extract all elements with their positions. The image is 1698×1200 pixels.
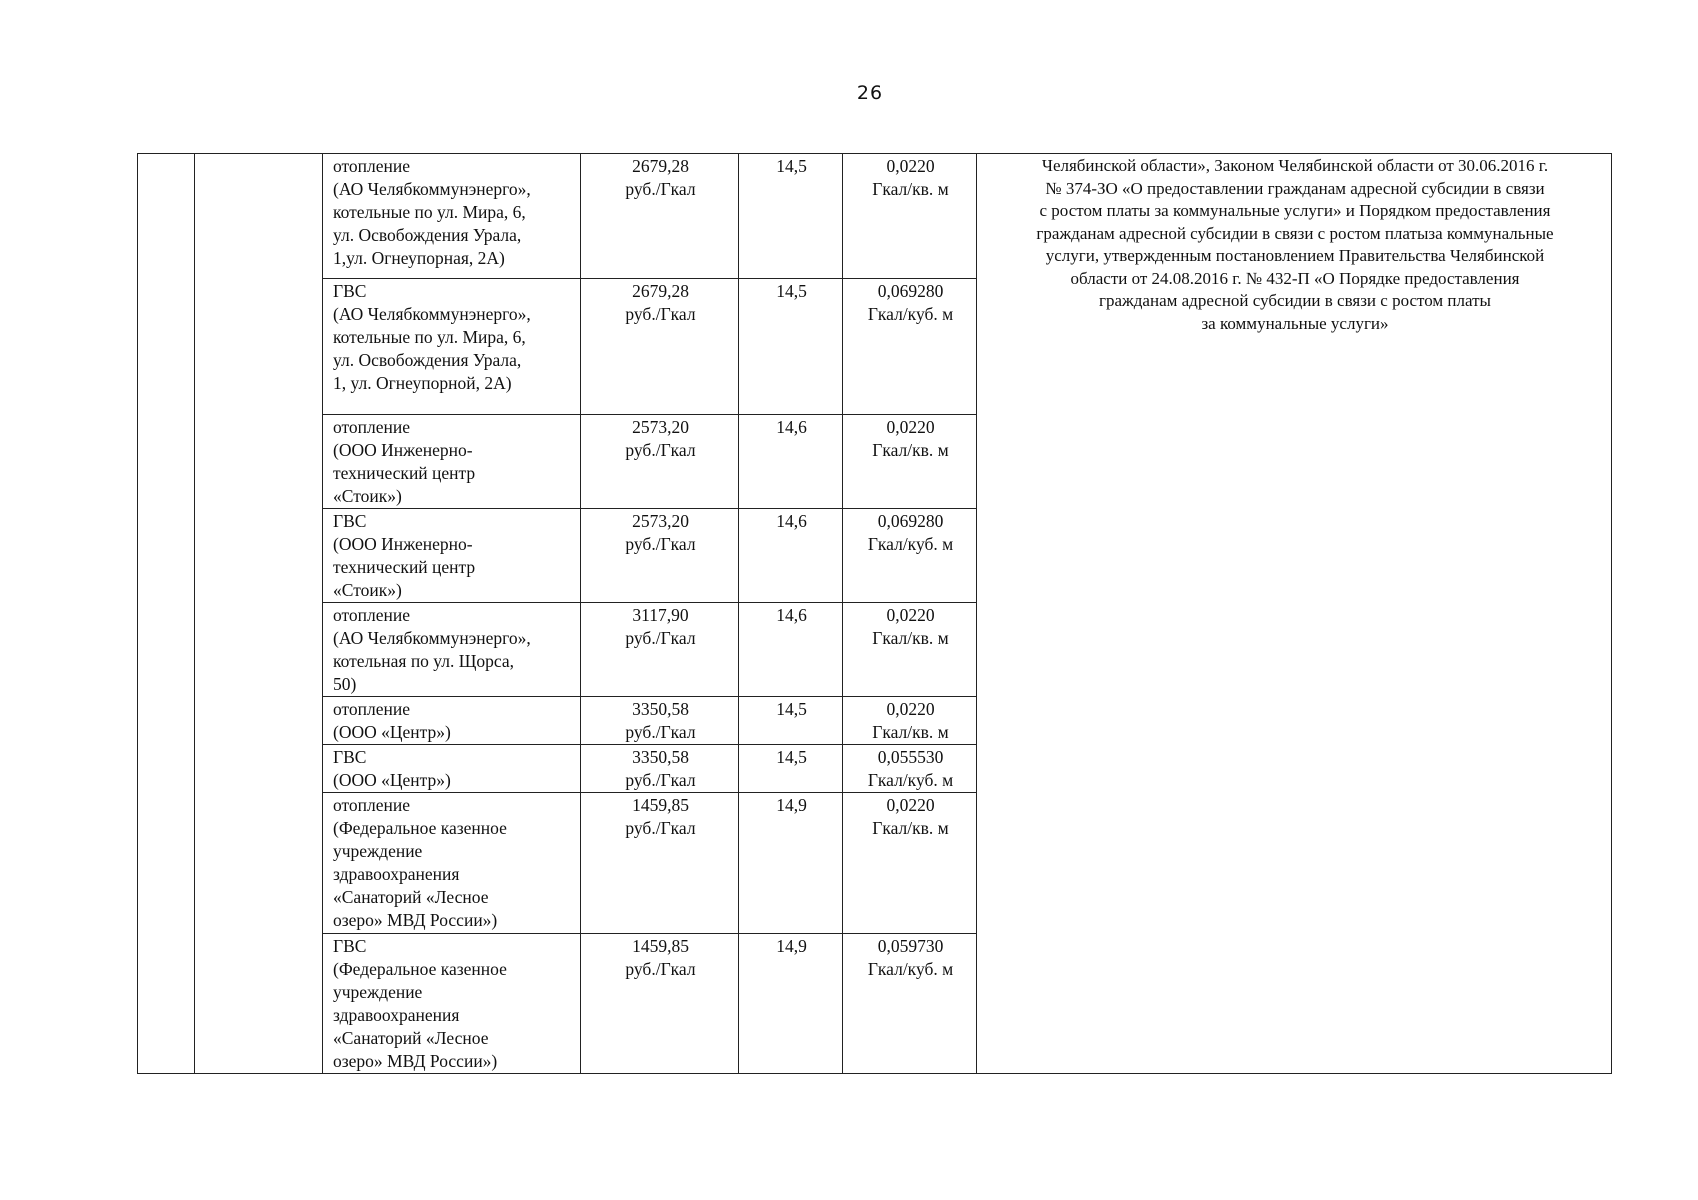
norm-cell (843, 934, 977, 1074)
legal-text-line: области от 24.08.2016 г. № 432-П «О Порядке предоставления (1070, 268, 1520, 288)
service-line: технический центр (333, 557, 476, 577)
service-line: 50) (333, 674, 357, 694)
service-line: озеро» МВД России») (333, 1051, 498, 1071)
norm-line: 0,0220 (886, 156, 935, 176)
norm-line: 0,069280 (877, 281, 944, 301)
category-cell (195, 154, 323, 1074)
tariff-line: 2573,20 (632, 511, 689, 531)
service-line: «Санаторий «Лесное (333, 887, 489, 907)
norm-line: Гкал/кв. м (872, 179, 949, 199)
service-line: учреждение (333, 982, 423, 1002)
tariff-line: 1459,85 (632, 795, 689, 815)
service-line: ГВС (333, 511, 367, 531)
norm-line: 0,0220 (886, 605, 935, 625)
norm-line: 0,0220 (886, 795, 935, 815)
service-line: отопление (333, 156, 411, 176)
tariff-line: 2679,28 (632, 281, 689, 301)
service-line: (ООО «Центр») (333, 770, 451, 790)
percent-cell (739, 697, 843, 745)
service-cell (323, 697, 581, 745)
norm-cell (843, 154, 977, 279)
service-cell (323, 154, 581, 279)
legal-text-line: № 374-ЗО «О предоставлении гражданам адресной субсидии в связи (1045, 178, 1545, 198)
tariff-cell (581, 154, 739, 279)
service-line: (ООО Инженерно- (333, 534, 473, 554)
tariff-table (137, 153, 1612, 1074)
service-line: отопление (333, 699, 411, 719)
tariff-line: 2573,20 (632, 417, 689, 437)
percent-cell (739, 745, 843, 793)
percent-cell (739, 154, 843, 279)
norm-line: Гкал/кв. м (872, 628, 949, 648)
norm-cell (843, 793, 977, 934)
percent-cell (739, 793, 843, 934)
tariff-cell (581, 745, 739, 793)
norm-cell (843, 697, 977, 745)
service-line: (Федеральное казенное (333, 959, 507, 979)
service-line: «Стоик») (333, 486, 402, 506)
service-line: котельные по ул. Мира, 6, (333, 202, 526, 222)
service-cell (323, 934, 581, 1074)
service-line: «Стоик») (333, 580, 402, 600)
index-cell (138, 154, 195, 1074)
tariff-line: руб./Гкал (625, 628, 696, 648)
percent-value: 14,6 (776, 417, 807, 437)
percent-value: 14,9 (776, 936, 807, 956)
tariff-cell (581, 697, 739, 745)
service-cell (323, 603, 581, 697)
table-row (138, 154, 1612, 279)
norm-line: Гкал/кв. м (872, 440, 949, 460)
service-line: ГВС (333, 747, 367, 767)
service-cell (323, 415, 581, 509)
percent-cell (739, 934, 843, 1074)
tariff-cell (581, 793, 739, 934)
percent-cell (739, 603, 843, 697)
service-line: 1,ул. Огнеупорная, 2А) (333, 248, 505, 268)
tariff-line: руб./Гкал (625, 959, 696, 979)
legal-basis-cell (977, 154, 1612, 1074)
norm-line: Гкал/куб. м (867, 534, 954, 554)
service-line: 1, ул. Огнеупорной, 2А) (333, 373, 512, 393)
norm-line: Гкал/куб. м (867, 959, 954, 979)
service-line: (ООО «Центр») (333, 722, 451, 742)
norm-line: 0,069280 (877, 511, 944, 531)
page-number: 26 (856, 82, 884, 104)
service-cell (323, 793, 581, 934)
tariff-line: 3117,90 (632, 605, 689, 625)
service-line: технический центр (333, 463, 476, 483)
norm-line: 0,0220 (886, 417, 935, 437)
service-line: (АО Челябкоммунэнерго», (333, 304, 531, 324)
tariff-line: 3350,58 (632, 747, 689, 767)
tariff-line: 2679,28 (632, 156, 689, 176)
service-line: (Федеральное казенное (333, 818, 507, 838)
norm-line: Гкал/кв. м (872, 722, 949, 742)
norm-line: Гкал/куб. м (867, 770, 954, 790)
service-line: (АО Челябкоммунэнерго», (333, 179, 531, 199)
legal-text-line: гражданам адресной субсидии в связи с ростом платы (1099, 291, 1491, 310)
norm-cell (843, 279, 977, 415)
service-line: котельные по ул. Мира, 6, (333, 327, 526, 347)
norm-cell (843, 415, 977, 509)
tariff-line: руб./Гкал (625, 770, 696, 790)
percent-cell (739, 279, 843, 415)
legal-text-line: Челябинской области», Законом Челябинской области от 30.06.2016 г. (1041, 156, 1549, 175)
service-line: отопление (333, 605, 411, 625)
legal-text-line: за коммунальные услуги» (1201, 313, 1389, 333)
legal-text-line: с ростом платы за коммунальные услуги» и Порядком предоставления (1039, 201, 1551, 220)
tariff-line: 1459,85 (632, 936, 689, 956)
percent-cell (739, 415, 843, 509)
tariff-line: руб./Гкал (625, 304, 696, 324)
percent-value: 14,5 (776, 156, 807, 176)
norm-cell (843, 603, 977, 697)
norm-line: 0,055530 (877, 747, 944, 767)
percent-value: 14,9 (776, 795, 807, 815)
tariff-line: руб./Гкал (625, 440, 696, 460)
percent-value: 14,5 (776, 699, 807, 719)
service-line: ул. Освобождения Урала, (333, 350, 522, 370)
tariff-line: руб./Гкал (625, 722, 696, 742)
percent-value: 14,5 (776, 281, 807, 301)
norm-cell (843, 509, 977, 603)
legal-text-line: услуги, утвержденным постановлением Правительства Челябинской (1045, 246, 1545, 265)
service-line: «Санаторий «Лесное (333, 1028, 489, 1048)
tariff-cell (581, 279, 739, 415)
service-cell (323, 745, 581, 793)
service-line: отопление (333, 795, 411, 815)
tariff-cell (581, 603, 739, 697)
tariff-cell (581, 934, 739, 1074)
service-line: ГВС (333, 281, 367, 301)
percent-value: 14,6 (776, 511, 807, 531)
norm-line: 0,059730 (877, 936, 944, 956)
tariff-line: руб./Гкал (625, 534, 696, 554)
legal-text-line: гражданам адресной субсидии в связи с ростом платыза коммунальные (1036, 223, 1554, 243)
service-line: здравоохранения (333, 864, 460, 884)
service-cell (323, 509, 581, 603)
service-line: учреждение (333, 841, 423, 861)
percent-cell (739, 509, 843, 603)
norm-cell (843, 745, 977, 793)
tariff-line: руб./Гкал (625, 818, 696, 838)
service-line: ул. Освобождения Урала, (333, 225, 522, 245)
norm-line: Гкал/куб. м (867, 304, 954, 324)
service-line: (ООО Инженерно- (333, 440, 473, 460)
service-cell (323, 279, 581, 415)
norm-line: 0,0220 (886, 699, 935, 719)
tariff-cell (581, 415, 739, 509)
percent-value: 14,6 (776, 605, 807, 625)
service-line: отопление (333, 417, 411, 437)
percent-value: 14,5 (776, 747, 807, 767)
norm-line: Гкал/кв. м (872, 818, 949, 838)
service-line: ГВС (333, 936, 367, 956)
service-line: котельная по ул. Щорса, (333, 651, 515, 671)
tariff-line: 3350,58 (632, 699, 689, 719)
tariff-cell (581, 509, 739, 603)
service-line: озеро» МВД России») (333, 910, 498, 930)
service-line: (АО Челябкоммунэнерго», (333, 628, 531, 648)
tariff-line: руб./Гкал (625, 179, 696, 199)
service-line: здравоохранения (333, 1005, 460, 1025)
